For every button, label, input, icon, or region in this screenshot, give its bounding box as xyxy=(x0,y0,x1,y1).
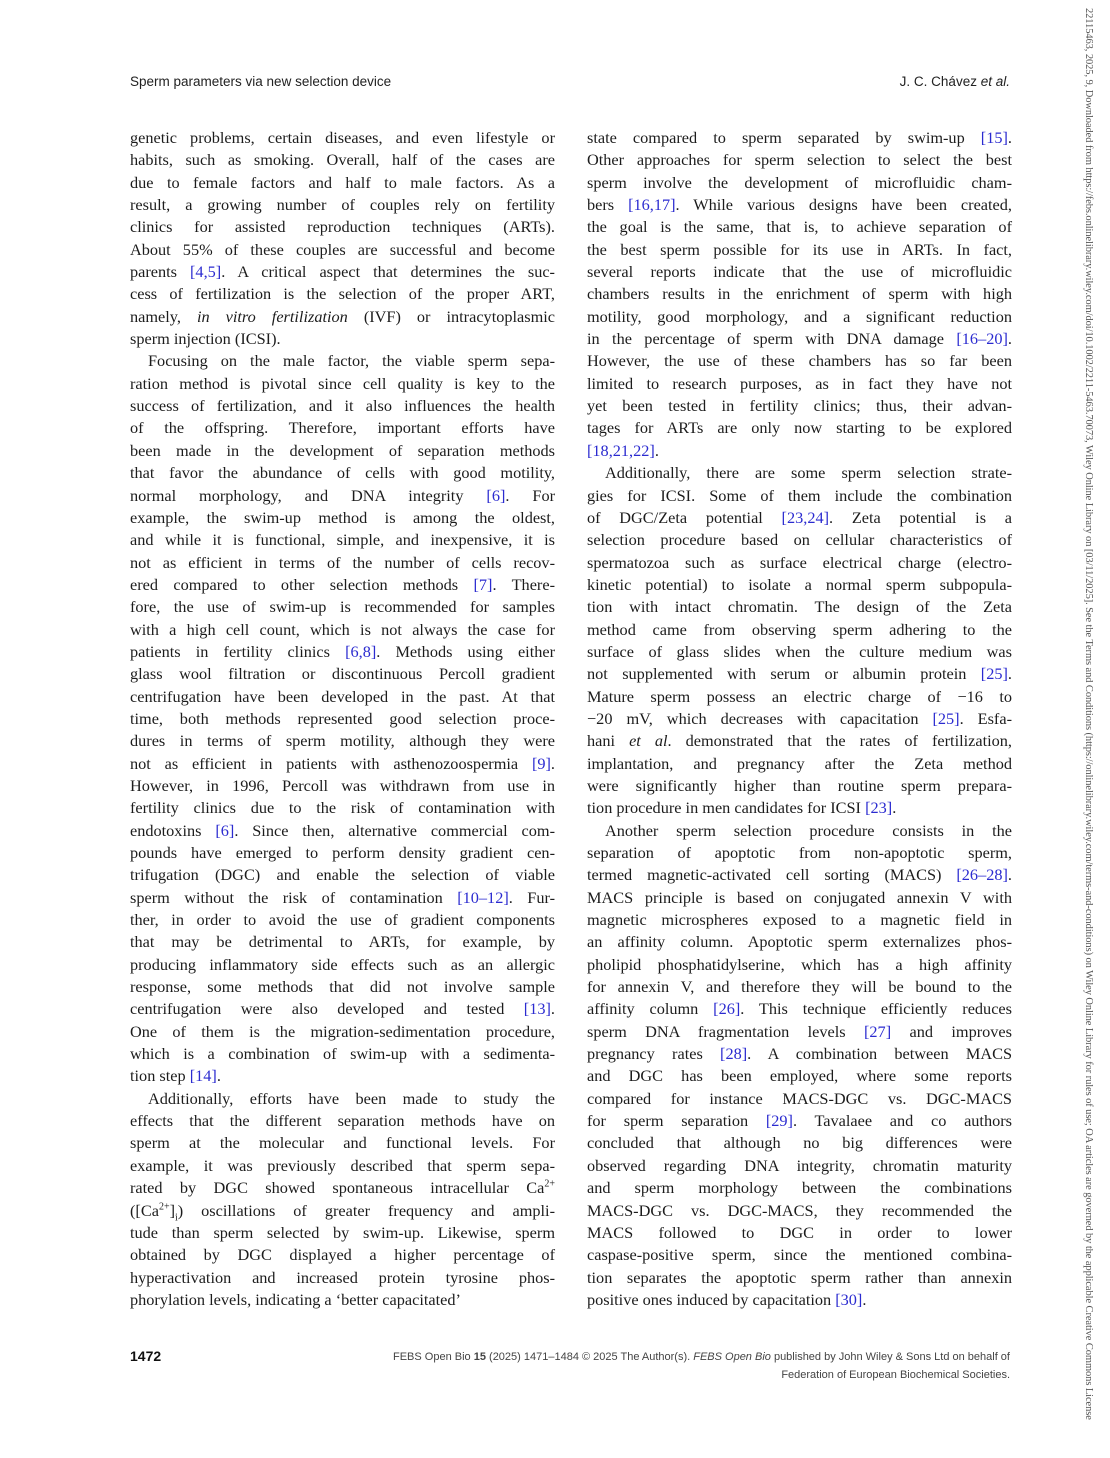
text-line: fore, the use of swim-up is recommended for samples xyxy=(130,597,555,617)
text-line: About 55% of these couples are successful and become xyxy=(130,239,555,259)
text-line: Additionally, there are some sperm selection strate- xyxy=(605,463,1012,483)
text-line: bers [16,17]. While various designs have been created, xyxy=(587,195,1012,215)
citation-link[interactable]: [6] xyxy=(486,485,506,505)
text-line: ered compared to other selection methods [7]. There- xyxy=(130,574,555,594)
running-authors xyxy=(900,74,1010,89)
text-line: example, it was previously described that sperm sepa- xyxy=(130,1155,555,1175)
citation-link[interactable]: [26] xyxy=(713,999,741,1019)
text-line: chambers results in the enrichment of sperm with high xyxy=(587,284,1012,304)
text-line: parents [4,5]. A critical aspect that determines the suc- xyxy=(130,262,555,282)
citation-link[interactable]: [6] xyxy=(215,820,235,840)
citation-link[interactable]: [30] xyxy=(835,1289,863,1309)
citation-link[interactable]: [15] xyxy=(980,128,1008,147)
text-line: pregnancy rates [28]. A combination between MACS xyxy=(587,1044,1012,1064)
citation-link[interactable]: [27] xyxy=(864,1021,892,1041)
text-line: rated by DGC showed spontaneous intracellular $Ca^{2+}$ xyxy=(130,1178,555,1198)
text-line: One of them is the migration-sedimentation procedure, xyxy=(130,1021,555,1041)
text-line: magnetic microspheres exposed to a magnetic field in xyxy=(587,910,1012,930)
text-line: which is a combination of swim-up with a sedimenta- xyxy=(130,1044,555,1064)
citation-suffix: published by John Wiley & Sons Ltd on behalf of xyxy=(770,1351,1010,1363)
text-line: sperm injection (ICSI). xyxy=(130,329,281,349)
text-line: example, the swim-up method is among the oldest, xyxy=(130,507,555,527)
text-line: result, a growing number of couples rely on fertility xyxy=(130,195,555,215)
text-line: for annexin V, and therefore they will be bound to the xyxy=(587,977,1012,997)
authors-name: J. C. Chávez xyxy=(899,74,977,89)
citation-link[interactable]: [9] xyxy=(531,753,551,773)
text-line: with a high cell count, which is not always the case for xyxy=(130,619,555,639)
citation-link[interactable]: [29] xyxy=(765,1111,793,1131)
text-line: glass wool filtration or discontinuous Percoll gradient xyxy=(130,664,555,684)
citation-link[interactable]: [16–20] xyxy=(956,329,1008,349)
citation-line-1 xyxy=(393,1348,1010,1366)
text-line: motility, good morphology, and a significant reduction xyxy=(587,306,1012,326)
text-line: an affinity column. Apoptotic sperm externalizes phos- xyxy=(587,932,1012,952)
text-line: pholipid phosphatidylserine, which has a high affinity xyxy=(587,954,1012,974)
text-line: normal morphology, and DNA integrity [6]. For xyxy=(130,485,556,505)
citation-link[interactable]: [26–28] xyxy=(956,865,1008,885)
text-line: Focusing on the male factor, the viable sperm sepa- xyxy=(148,351,555,371)
citation-link[interactable]: [13] xyxy=(523,999,551,1019)
text-line: the best sperm possible for its use in ARTs. In fact, xyxy=(587,239,1012,259)
text-line: obtained by DGC displayed a higher percentage of xyxy=(130,1245,555,1265)
text-line: several reports indicate that the use of microfluidic xyxy=(587,262,1012,282)
citation-mid: (2025) 1471–1484 © 2025 The Author(s). xyxy=(485,1351,694,1363)
citation-link[interactable]: [25] xyxy=(932,708,960,728)
text-line: and while it is functional, simple, and inexpensive, it is xyxy=(130,530,555,550)
text-line: hani et al. demonstrated that the rates of fertilization, xyxy=(587,731,1013,751)
text-line: pounds have emerged to perform density gradient cen- xyxy=(130,843,555,862)
text-line: method came from observing sperm adhering to the xyxy=(587,619,1012,639)
text-line: tion step [14]. xyxy=(130,1066,221,1086)
text-line: yet been tested in fertility clinics; thus, their advan- xyxy=(587,396,1012,416)
text-line: concluded that although no big differences were xyxy=(587,1133,1012,1153)
text-line: MACS-DGC vs. DGC-MACS, they recommended the xyxy=(587,1200,1012,1220)
text-line: not supplemented with serum or albumin protein [25]. xyxy=(587,664,1012,684)
text-line: compared for instance MACS-DGC vs. DGC-MACS xyxy=(587,1088,1012,1108)
text-line: dures in terms of sperm motility, although they were xyxy=(130,731,555,751)
text-line: ration method is pivotal since cell quality is key to the xyxy=(130,373,555,393)
text-line: [18,21,22]. xyxy=(587,440,659,460)
text-line: kinetic potential) to isolate a normal sperm subpopula- xyxy=(587,574,1012,594)
text-line: spermatozoa such as surface electrical charge (electro- xyxy=(587,552,1012,572)
text-line: tion procedure in men candidates for ICSI [23]. xyxy=(587,798,897,818)
citation-line-2: Federation of European Biochemical Societies. xyxy=(781,1369,1010,1381)
text-line: limited to research purposes, as in fact they have not xyxy=(587,373,1012,393)
text-line: gies for ICSI. Some of them include the combination xyxy=(587,485,1012,505)
citation-link[interactable]: [16,17] xyxy=(628,195,676,215)
text-line: affinity column [26]. This technique efficiently reduces xyxy=(587,999,1012,1019)
text-line: cess of fertilization is the selection of the proper ART, xyxy=(130,284,555,304)
text-line: Additionally, efforts have been made to study the xyxy=(148,1088,555,1108)
text-line: that favor the abundance of cells with good motility, xyxy=(130,463,555,483)
text-line: phorylation levels, indicating a ‘better capacitated’ xyxy=(130,1289,461,1309)
download-notice-text: 22115463, 2025, 9, Downloaded from https://febs.onlinelibrary.wiley.com/doi/10.1002/2211-5463.70073, Wiley Online Library on [03/11/2025]. See the Terms and Conditions (https://onlinelibrary.wiley.com/terms-and-conditions) on Wiley Online Library for rules of use; OA articles are governed by the applicable Creative Commons License xyxy=(1083,8,1094,1420)
text-line: Other approaches for sperm selection to select the best xyxy=(587,150,1012,170)
text-line: surface of glass slides when the culture medium was xyxy=(587,641,1012,661)
text-line: selection procedure based on cellular characteristics of xyxy=(587,530,1012,550)
text-line: for sperm separation [29]. Tavalaee and co authors xyxy=(587,1111,1012,1131)
text-line: However, the use of these chambers has so far been xyxy=(587,351,1012,371)
text-line: producing inflammatory side effects such as an allergic xyxy=(130,954,555,974)
text-line: genetic problems, certain diseases, and even lifestyle or xyxy=(130,128,555,147)
text-line: MACS followed to DGC in order to lower xyxy=(587,1222,1012,1242)
text-line: termed magnetic-activated cell sorting (MACS) [26–28]. xyxy=(587,865,1012,885)
text-line: centrifugation have been developed in the past. At that xyxy=(130,686,555,706)
left-column xyxy=(130,127,555,1311)
text-line: sperm DNA fragmentation levels [27] and improves xyxy=(587,1021,1012,1041)
text-line: response, some methods that did not involve sample xyxy=(130,977,555,997)
citation-link[interactable]: [7] xyxy=(473,574,493,594)
right-column xyxy=(587,127,1012,1311)
authors-etal: et al. xyxy=(980,74,1010,89)
text-line: $([Ca^{2+}]_i)$ oscillations of greater frequency and ampli- xyxy=(130,1200,555,1223)
text-line: clinics for assisted reproduction techniques (ARTs). xyxy=(130,217,555,237)
text-line: not as efficient in patients with asthenozoospermia [9]. xyxy=(130,753,555,773)
running-title: Sperm parameters via new selection device xyxy=(130,74,392,89)
text-line: success of fertilization, and it also influences the health xyxy=(130,396,555,416)
text-line: sperm at the molecular and functional levels. For xyxy=(130,1133,555,1153)
running-header xyxy=(130,74,1010,94)
text-line: Mature sperm possess an electric charge of −16 to xyxy=(587,686,1012,706)
text-line: caspase-positive sperm, since the mentioned combina- xyxy=(587,1245,1012,1265)
citation-link[interactable]: [18,21,22] xyxy=(587,440,655,460)
text-line: tion separates the apoptotic sperm rather than annexin xyxy=(587,1267,1012,1287)
text-line: been made in the development of separation methods xyxy=(130,440,555,460)
text-line: tion with intact chromatin. The design of the Zeta xyxy=(587,597,1012,617)
text-line: sperm involve the development of microfluidic cham- xyxy=(587,172,1012,192)
text-line: effects that the different separation methods have on xyxy=(130,1111,555,1131)
text-line: trifugation (DGC) and enable the selection of viable xyxy=(130,865,555,885)
text-line: were significantly higher than routine sperm prepara- xyxy=(587,775,1012,795)
citation-link[interactable]: [23,24] xyxy=(781,507,830,527)
text-line: −20 mV, which decreases with capacitation [25]. Esfa- xyxy=(587,708,1012,728)
citation-prefix: FEBS Open Bio xyxy=(393,1351,474,1363)
citation-volume: 15 xyxy=(473,1351,486,1363)
text-line: tages for ARTs are only now starting to be explored xyxy=(587,418,1012,438)
text-line: of the offspring. Therefore, important efforts have xyxy=(130,418,555,438)
text-line: centrifugation were also developed and tested [13]. xyxy=(130,999,555,1019)
citation-journal: FEBS Open Bio xyxy=(693,1351,771,1363)
text-line: not as efficient in terms of the number of cells recov- xyxy=(130,552,555,572)
text-line: separation of apoptotic from non-apoptotic sperm, xyxy=(587,843,1012,862)
text-line: namely, in vitro fertilization (IVF) or intracytoplasmic xyxy=(130,306,555,326)
text-line: MACS principle is based on conjugated annexin V with xyxy=(587,887,1012,907)
text-line: and sperm morphology between the combinations xyxy=(587,1178,1012,1198)
citation-link[interactable]: [28] xyxy=(720,1044,748,1064)
text-line: habits, such as smoking. Overall, half of the cases are xyxy=(130,150,555,170)
text-line: time, both methods represented good selection proce- xyxy=(130,708,555,728)
citation-link[interactable]: [25] xyxy=(980,664,1008,684)
text-line: sperm without the risk of contamination [10–12]. Fur- xyxy=(130,887,555,907)
text-line: Another sperm selection procedure consists in the xyxy=(605,820,1012,840)
text-line: state compared to sperm separated by swim-up [15]. xyxy=(587,128,1012,147)
text-line: observed regarding DNA integrity, chromatin maturity xyxy=(587,1155,1012,1175)
citation-link[interactable]: [23] xyxy=(865,798,893,818)
text-line: ther, in order to avoid the use of gradient components xyxy=(130,910,555,930)
text-line: that may be detrimental to ARTs, for example, by xyxy=(130,932,555,952)
text-line: However, in 1996, Percoll was withdrawn from use in xyxy=(130,775,555,795)
text-line: positive ones induced by capacitation [30]. xyxy=(587,1289,867,1309)
citation-link[interactable]: [10–12] xyxy=(457,887,509,907)
text-line: and DGC has been employed, where some reports xyxy=(587,1066,1012,1086)
text-line: fertility clinics due to the risk of contamination with xyxy=(130,798,555,818)
page-number: 1472 xyxy=(130,1348,162,1364)
citation-link[interactable]: [6,8] xyxy=(345,641,377,661)
journal-citation xyxy=(393,1348,1010,1384)
text-line: tude than sperm selected by swim-up. Likewise, sperm xyxy=(130,1222,555,1242)
text-line: endotoxins [6]. Since then, alternative commercial com- xyxy=(130,820,555,840)
download-notice-sidebar xyxy=(1080,0,1100,1458)
citation-link[interactable]: [14] xyxy=(189,1066,217,1086)
text-line: the goal is the same, that is, to achieve separation of xyxy=(587,217,1012,237)
text-line: implantation, and pregnancy after the Zeta method xyxy=(587,753,1012,773)
text-line: patients in fertility clinics [6,8]. Methods using either xyxy=(130,641,556,661)
text-line: in the percentage of sperm with DNA damage [16–20]. xyxy=(587,329,1012,349)
text-line: due to female factors and half to male factors. As a xyxy=(130,172,555,192)
text-line: hyperactivation and increased protein tyrosine phos- xyxy=(130,1267,555,1287)
text-line: of DGC/Zeta potential [23,24]. Zeta potential is a xyxy=(587,507,1013,527)
citation-link[interactable]: [4,5] xyxy=(190,262,222,282)
